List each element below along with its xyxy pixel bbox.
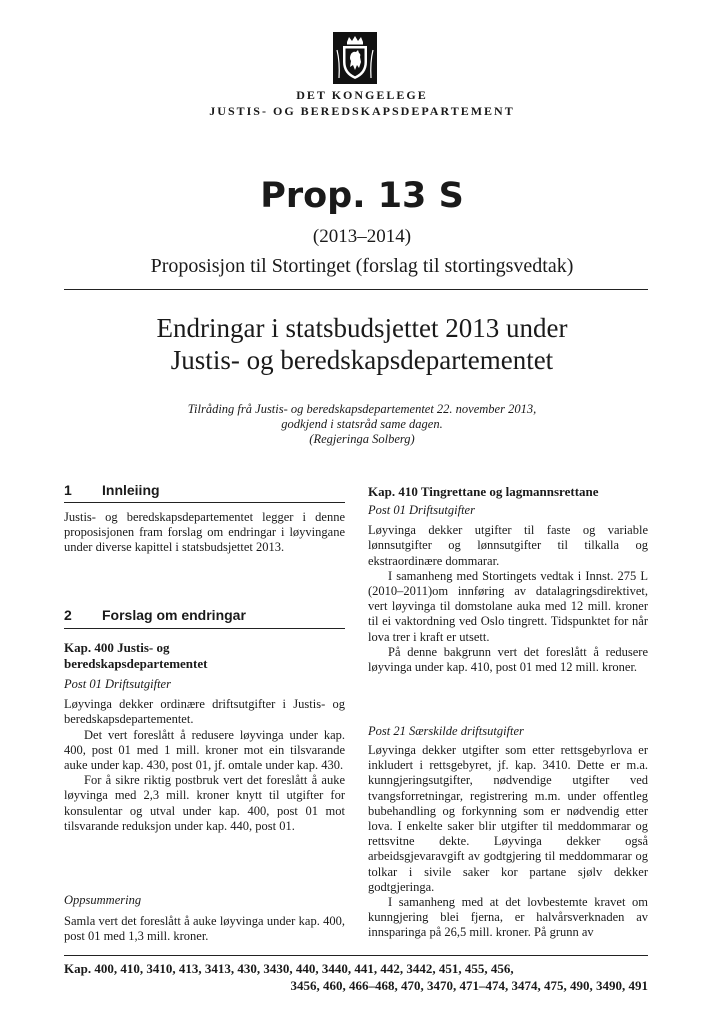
kap410-post-heading: Post 01 Driftsutgifter [368, 503, 475, 517]
kap400-block [64, 640, 345, 834]
section-1-heading [64, 482, 345, 498]
recommendation-line1: Tilråding frå Justis- og beredskapsdepartementet 22. november 2013, [187, 402, 537, 416]
department-name-line1: DET KONGELEGE [296, 88, 428, 102]
kap410-heading: Kap. 410 Tingrettane og lagmannsrettane [368, 484, 599, 499]
kap400-post-heading: Post 01 Driftsutgifter [64, 677, 171, 691]
post21-paragraph-2: I samanheng med at det lovbestemte kravet om kunngjering blei fjerna, er halvårsverknaden av innsparinga på 26,5 mill. kroner. På grunn av [368, 895, 648, 940]
kap400-heading: Kap. 400 Justis- og beredskapsdepartementet [64, 640, 208, 671]
section-1-title: Innleiing [102, 482, 160, 498]
summary-paragraph: Samla vert det foreslått å auke løyvinga under kap. 400, post 01 med 1,3 mill. kroner. [64, 914, 345, 944]
post21-heading: Post 21 Særskilde driftsutgifter [368, 724, 524, 738]
section-2-number: 2 [64, 607, 72, 623]
kap410-paragraph-1: Løyvinga dekker utgifter til faste og variable lønnsutgifter og lønnsutgifter til tilkalla og ekstraordinære dommarar. [368, 523, 648, 568]
document-subtitle: Proposisjon til Stortinget (forslag til stortingsvedtak) [150, 255, 574, 277]
document-title-line1: Endringar i statsbudsjettet 2013 under [156, 313, 568, 343]
title-divider [64, 289, 648, 290]
kap400-paragraph-2: Det vert foreslått å redusere løyvinga under kap. 400, post 01 med 1 mill. kroner mot ein tilsvarande auke under kap. 430, post 01, jf. omtale under kap. 430. [64, 727, 345, 773]
section-1-paragraph: Justis- og beredskapsdepartementet legger i denne proposisjonen fram forslag om endringar i løyvingane under diverse kapittel i statsbudsjettet 2013. [64, 510, 345, 555]
document-title-line2: Justis- og beredskapsdepartementet [170, 345, 554, 375]
kap400-paragraph-3: For å sikre riktig postbruk vert det foreslått å auke løyvinga med 2,3 mill. kroner knytt til utgifter for konsulentar og utval under kap. 400, post 01 mot tilsvarande reduksjon under kap. 440, post 01. [64, 773, 345, 833]
kap400-paragraph-1: Løyvinga dekker ordinære driftsutgifter i Justis- og beredskapsdepartementet. [64, 697, 345, 727]
royal-crest-icon [333, 32, 377, 84]
department-name-line2: JUSTIS- OG BEREDSKAPSDEPARTEMENT [209, 104, 515, 118]
footer-chapters-line2: 3456, 460, 466–468, 470, 3470, 471–474, 3474, 475, 490, 3490, 491 [290, 978, 648, 993]
section-2-rule [64, 628, 345, 629]
post21-paragraph-1: Løyvinga dekker utgifter som etter rettsgebyrlova er inkludert i rettsgebyret, jf. kap. 3410. Dette er m.a. kunngjeringsutgifter, nødvendige utgifter ved tvangsforretningar, registrering m.m. under offentleg bubehandling og forkynning som er nødvendig etter lova. I enkelte saker blir utgifter til meddommarar og rettsvitne dekte. Løyvinga dekker også arbeidsgjevaravgift av godtgjering til meddommarar og tolkar i sivile saker kor partane sjølv dekker godtgjeringa. [368, 743, 648, 894]
proposition-number: Prop. 13 S [260, 176, 464, 216]
kap410-paragraph-2: I samanheng med Stortingets vedtak i Innst. 275 L (2010–2011)om innføring av datalagringsdirektivet, vert løyvinga til domstolane auka med 12 mill. kroner til ei vaktordning ved Oslo tingrett. Tidspunktet for når lova trer i kraft er utsett. [368, 568, 648, 644]
footer-divider [64, 955, 648, 956]
kap410-paragraph-3: På denne bakgrunn vert det foreslått å redusere løyvinga under kap. 410, post 01 med 12 mill. kroner. [368, 644, 648, 675]
summary-heading: Oppsummering [64, 893, 142, 907]
recommendation-line3: (Regjeringa Solberg) [309, 432, 415, 446]
section-1-rule [64, 502, 345, 503]
footer-chapters-line1: Kap. 400, 410, 3410, 413, 3413, 430, 3430, 440, 3440, 441, 442, 3442, 451, 455, 456, [64, 961, 514, 976]
section-1-number: 1 [64, 482, 72, 498]
footer-chapter-list [64, 960, 648, 994]
post21-block [368, 743, 648, 941]
recommendation-line2: godkjend i statsråd same dagen. [281, 417, 443, 431]
kap410-block [368, 484, 648, 675]
session-years: (2013–2014) [312, 226, 412, 247]
section-2-title: Forslag om endringar [102, 607, 246, 623]
section-2-heading [64, 607, 345, 623]
